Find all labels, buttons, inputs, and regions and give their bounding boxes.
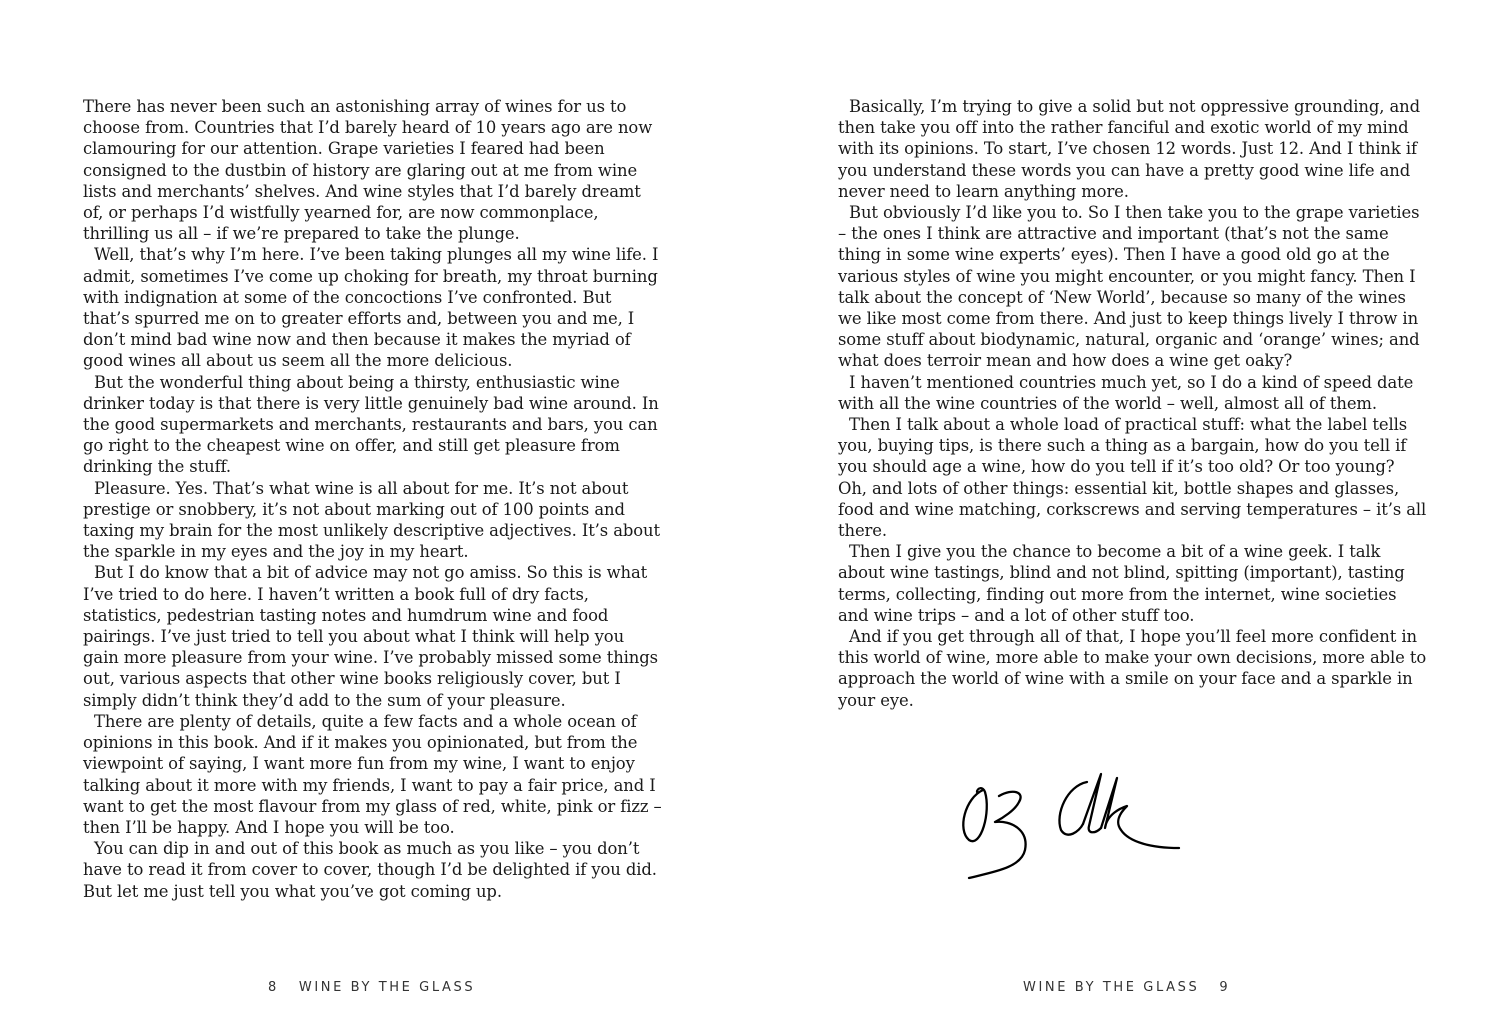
paragraph: Then I give you the chance to become a bit of a wine geek. I talk about wine tastings, blind and not blind, spitting (important), tasting terms, collecting, finding out more from the internet, wine societies and wine trips – and a lot of other stuff too.: [838, 542, 1405, 625]
paragraph: There has never been such an astonishing array of wines for us to choose from. Countries that I’d barely heard of 10 years ago are now clamouring for our attention. Grape varieties I feared had been consigned to the dustbin of history are glaring out at me from wine lists and merchants’ shelves. And wine styles that I’d barely dreamt of, or perhaps I’d wistfully yearned for, are now commonplace, thrilling us all – if we’re prepared to take the plunge.: [83, 97, 653, 244]
page-number: 8: [268, 980, 279, 995]
paragraph: You can dip in and out of this book as much as you like – you don’t have to read it from cover to cover, though I’d be delighted if you did. But let me just tell you what you’ve got coming up.: [83, 839, 657, 901]
running-title: WINE BY THE GLASS: [298, 980, 476, 995]
paragraph: And if you get through all of that, I hope you’ll feel more confident in this world of wine, more able to make your own decisions, more able to approach the world of wine with a smile on your face and a sparkle in your eye.: [838, 627, 1427, 710]
left-text-column: [83, 96, 663, 902]
right-text-column: [838, 96, 1428, 711]
paragraph: There are plenty of details, quite a few facts and a whole ocean of opinions in this book. And if it makes you opinionated, but from the viewpoint of saying, I want more fun from my wine, I want to enjoy talking about it more with my friends, I want to pay a fair price, and I want to get the most flavour from my glass of red, white, pink or fizz – then I’ll be happy. And I hope you will be too.: [83, 711, 662, 837]
paragraph: Well, that’s why I’m here. I’ve been taking plunges all my wine life. I admit, sometimes I’ve come up choking for breath, my throat burning with indignation at some of the concoctions I’ve confronted. But that’s spurred me on to greater efforts and, between you and me, I don’t mind bad wine now and then because it makes the myriad of good wines all about us seem all the more delicious.: [83, 245, 659, 371]
running-title: WINE BY THE GLASS: [1023, 980, 1200, 995]
paragraph: But I do know that a bit of advice may not go amiss. So this is what I’ve tried to do here. I haven’t written a book full of dry facts, statistics, pedestrian tasting notes and humdrum wine and food pairings. I’ve just tried to tell you about what I think will help you gain more pleasure from your wine. I’ve probably missed some things out, various aspects that other wine books religiously cover, but I simply didn’t think they’d add to the sum of your pleasure.: [83, 563, 658, 710]
paragraph: Basically, I’m trying to give a solid but not oppressive grounding, and then take you off into the rather fanciful and exotic world of my mind with its opinions. To start, I’ve chosen 12 words. Just 12. And I think if you understand these words you can have a pretty good wine life and never need to learn anything more.: [838, 97, 1420, 201]
paragraph: I haven’t mentioned countries much yet, so I do a kind of speed date with all the wine countries of the world – well, almost all of them.: [838, 372, 1414, 413]
signature: [955, 768, 1185, 883]
paragraph: But obviously I’d like you to. So I then take you to the grape varieties – the ones I think are attractive and important (that’s not the same thing in some wine experts’ eyes). Then I have a good old go at the various styles of wine you might encounter, or you might fancy. Then I talk about the concept of ‘New World’, because so many of the wines we like most come from there. And just to keep things lively I throw in some stuff about biodynamic, natural, organic and ‘orange’ wines; and what does terroir mean and how does a wine get oaky?: [838, 203, 1420, 371]
page-number: 9: [1219, 980, 1231, 995]
paragraph: Then I talk about a whole load of practical stuff: what the label tells you, buying tips, is there such a thing as a bargain, how do you tell if you should age a wine, how do you tell if it’s too old? Or too young? Oh, and lots of other things: essential kit, bottle shapes and glasses, food and wine matching, corkscrews and serving temperatures – it’s all there.: [838, 415, 1427, 541]
paragraph: But the wonderful thing about being a thirsty, enthusiastic wine drinker today is that there is very little genuinely bad wine around. In the good supermarkets and merchants, restaurants and bars, you can go right to the cheapest wine on offer, and still get pleasure from drinking the stuff.: [83, 372, 659, 477]
paragraph: Pleasure. Yes. That’s what wine is all about for me. It’s not about prestige or snobbery, it’s not about marking out of 100 points and taxing my brain for the most unlikely descriptive adjectives. It’s about the sparkle in my eyes and the joy in my heart.: [83, 478, 660, 562]
page-footer-right: [1023, 980, 1230, 995]
page-footer-left: [268, 980, 475, 995]
right-page: [750, 0, 1500, 1028]
